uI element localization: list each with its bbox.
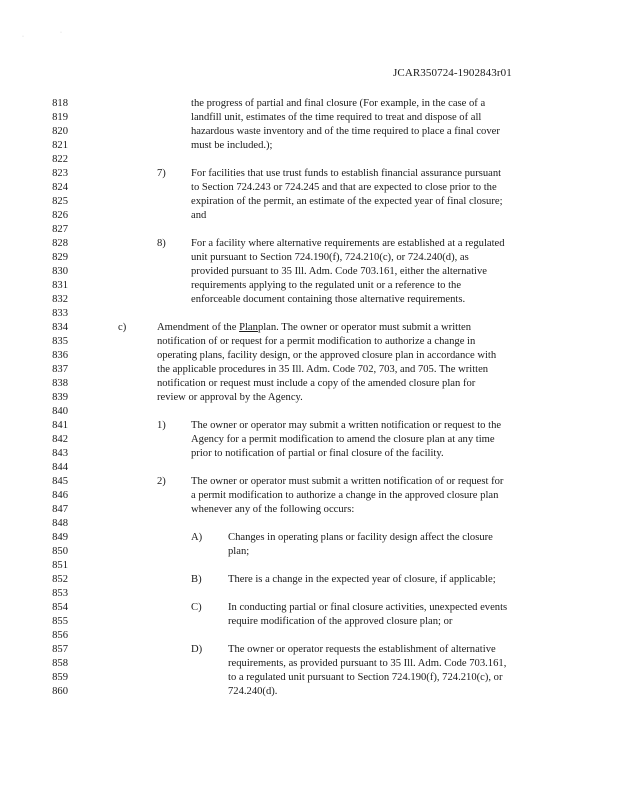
- item-label: D): [191, 644, 203, 655]
- item-label: 8): [157, 238, 166, 249]
- paragraph-line: The owner or operator must submit a written notification of or request for: [191, 476, 504, 487]
- paragraph-line: requirements, as provided pursuant to 35 Ill. Adm. Code 703.161,: [228, 658, 507, 669]
- line-number: 833: [52, 308, 68, 319]
- paragraph-line: prior to notification of partial or final closure of the facility.: [191, 448, 444, 459]
- scan-speck: ·: [60, 30, 62, 36]
- paragraph-line: to Section 724.243 or 724.245 and that are expected to close prior to the: [191, 182, 497, 193]
- text-run: plan. The owner or operator must submit a written: [257, 322, 472, 333]
- line-number: 838: [52, 378, 68, 389]
- line-number: 821: [52, 140, 68, 151]
- text-run: Amendment of the: [157, 322, 240, 333]
- paragraph-line: The owner or operator may submit a written notification or request to the: [191, 420, 502, 431]
- paragraph-line: 724.240(d).: [228, 686, 278, 697]
- line-number: 842: [52, 434, 68, 445]
- line-number: 855: [52, 616, 68, 627]
- line-number: 832: [52, 294, 68, 305]
- scan-speck: ·: [22, 34, 24, 40]
- paragraph-line: to a regulated unit pursuant to Section 724.190(f), 724.210(c), or: [228, 672, 503, 683]
- paragraph-line: provided pursuant to 35 Ill. Adm. Code 703.161, either the alternative: [191, 266, 487, 277]
- line-number: 829: [52, 252, 68, 263]
- underlined-insertion: Plan: [239, 322, 258, 333]
- line-number: 844: [52, 462, 68, 473]
- line-number: 827: [52, 224, 68, 235]
- paragraph-line: The owner or operator requests the establishment of alternative: [228, 644, 496, 655]
- paragraph-line: landfill unit, estimates of the time required to treat and dispose of all: [191, 112, 482, 123]
- line-number: 824: [52, 182, 68, 193]
- line-number: 835: [52, 336, 68, 347]
- line-number: 831: [52, 280, 68, 291]
- item-label: 7): [157, 168, 166, 179]
- paragraph-line: There is a change in the expected year of closure, if applicable;: [228, 574, 496, 585]
- line-number: 825: [52, 196, 68, 207]
- line-number: 819: [52, 112, 68, 123]
- item-label: c): [118, 322, 127, 333]
- line-number: 847: [52, 504, 68, 515]
- paragraph-line: Agency for a permit modification to amend the closure plan at any time: [191, 434, 495, 445]
- line-number: 854: [52, 602, 68, 613]
- paragraph-line: Changes in operating plans or facility design affect the closure: [228, 532, 493, 543]
- line-number: 850: [52, 546, 68, 557]
- line-number: 830: [52, 266, 68, 277]
- paragraph-line: and: [191, 210, 207, 221]
- line-number: 852: [52, 574, 68, 585]
- line-number: 845: [52, 476, 68, 487]
- paragraph-line: must be included.);: [191, 140, 273, 151]
- item-label: 2): [157, 476, 166, 487]
- line-number: 841: [52, 420, 68, 431]
- line-number: 858: [52, 658, 68, 669]
- paragraph-line: enforceable document containing those alternative requirements.: [191, 294, 466, 305]
- item-label: B): [191, 574, 202, 585]
- item-label: 1): [157, 420, 166, 431]
- line-number: 846: [52, 490, 68, 501]
- line-number: 837: [52, 364, 68, 375]
- paragraph-line: notification or request must include a copy of the amended closure plan for: [157, 378, 476, 389]
- paragraph-line: a permit modification to authorize a change in the approved closure plan: [191, 490, 499, 501]
- paragraph-line: requirements applying to the regulated unit or a reference to the: [191, 280, 462, 291]
- paragraph-line: unit pursuant to Section 724.190(f), 724.210(c), or 724.240(d), as: [191, 252, 469, 263]
- line-number: 839: [52, 392, 68, 403]
- paragraph-line: the progress of partial and final closure (For example, in the case of a: [191, 98, 486, 109]
- paragraph-line: review or approval by the Agency.: [157, 392, 303, 403]
- paragraph-line: For a facility where alternative requirements are established at a regulated: [191, 238, 505, 249]
- paragraph-line: whenever any of the following occurs:: [191, 504, 355, 515]
- paragraph-line: plan;: [228, 546, 250, 557]
- paragraph-line: require modification of the approved closure plan; or: [228, 616, 453, 627]
- paragraph-line: In conducting partial or final closure activities, unexpected events: [228, 602, 508, 613]
- line-number: 823: [52, 168, 68, 179]
- line-number: 856: [52, 630, 68, 641]
- line-number: 853: [52, 588, 68, 599]
- line-number: 849: [52, 532, 68, 543]
- paragraph-line: expiration of the permit, an estimate of the expected year of final closure;: [191, 196, 503, 207]
- paragraph-line: operating plans, facility design, or the approved closure plan in accordance with: [157, 350, 497, 361]
- paragraph-line: notification of or request for a permit modification to authorize a change in: [157, 336, 476, 347]
- line-number: 857: [52, 644, 68, 655]
- line-number: 826: [52, 210, 68, 221]
- paragraph-line: For facilities that use trust funds to establish financial assurance pursuant: [191, 168, 502, 179]
- paragraph-line: [157, 321, 471, 335]
- line-number: 859: [52, 672, 68, 683]
- paragraph-line: hazardous waste inventory and of the time required to place a final cover: [191, 126, 500, 137]
- line-number: 840: [52, 406, 68, 417]
- line-number: 848: [52, 518, 68, 529]
- line-number: 818: [52, 98, 68, 109]
- line-number: 860: [52, 686, 68, 697]
- item-label: C): [191, 602, 202, 613]
- line-number: 828: [52, 238, 68, 249]
- line-number: 836: [52, 350, 68, 361]
- line-number: 851: [52, 560, 68, 571]
- line-number: 834: [52, 322, 68, 333]
- line-number: 843: [52, 448, 68, 459]
- document-id-header: JCAR350724-1902843r01: [393, 67, 512, 79]
- line-number: 822: [52, 154, 68, 165]
- item-label: A): [191, 532, 203, 543]
- paragraph-line: the applicable procedures in 35 Ill. Adm. Code 702, 703, and 705. The written: [157, 364, 489, 375]
- line-number: 820: [52, 126, 68, 137]
